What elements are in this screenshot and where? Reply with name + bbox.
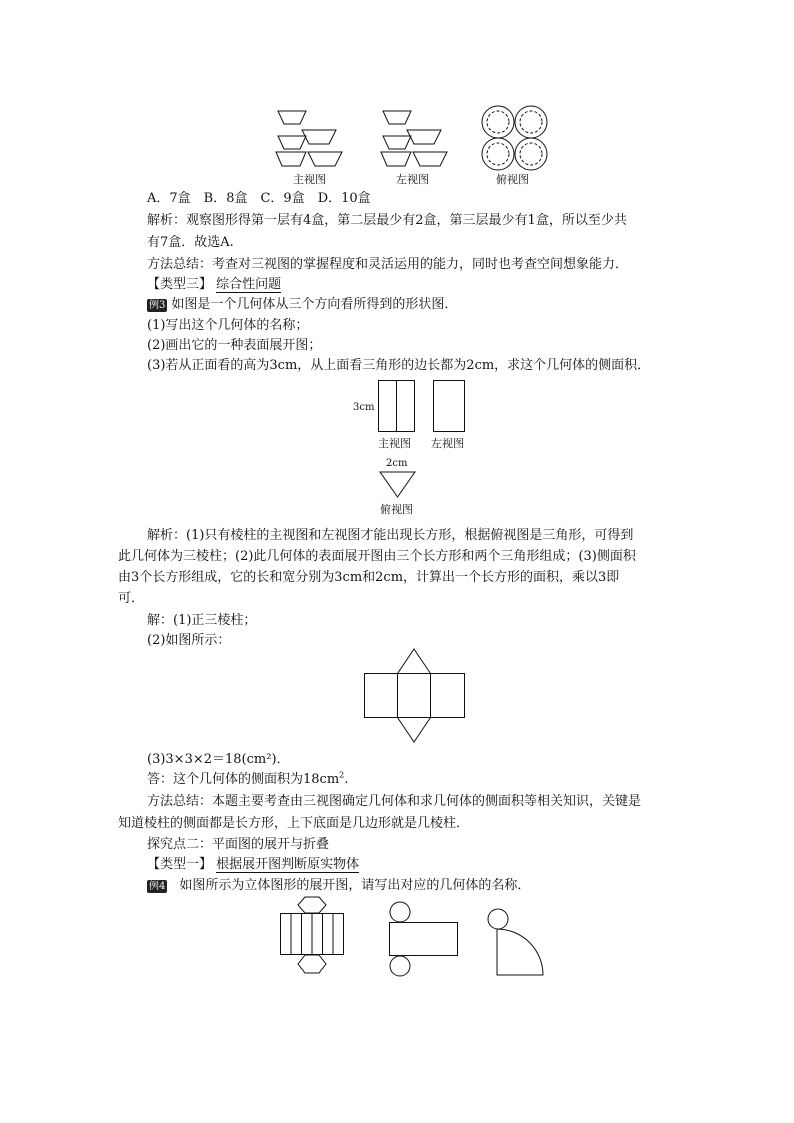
ex3-front-caption: 主视图 — [378, 437, 411, 450]
ex3-answer — [147, 771, 348, 788]
ex2-analysis-line1: 解析：观察图形得第一层有4盒，第二层最少有2盒，第三层最少有1盒，所以至少共 — [147, 213, 627, 228]
ex2-options: A．7盒 B．8盒 C．9盒 D．10盒 — [147, 191, 371, 206]
type1-title: 根据展开图判断原实物体 — [216, 857, 360, 872]
left-view-caption: 左视图 — [396, 173, 429, 186]
ex3-left-caption: 左视图 — [431, 437, 464, 450]
ex3-question — [147, 296, 457, 313]
type3-prefix: 【类型三】 — [147, 277, 213, 292]
ex3-solution-1: 解：(1)正三棱柱； — [147, 613, 257, 628]
ex3-height-label: 3cm — [353, 402, 375, 413]
ex3-side-label: 2cm — [386, 458, 408, 469]
ex3-q3: (3)若从正面看的高为3cm，从上面看三角形的边长都为2cm，求这个几何体的侧面积． — [147, 358, 651, 373]
ex3-answer-end: . — [344, 772, 349, 787]
ex3-front-view — [378, 380, 418, 432]
ex3-solution-3: (3)3×3×2＝18(cm²)． — [147, 752, 290, 767]
ex3-analysis-line1: 解析：(1)只有棱柱的主视图和左视图才能出现长方形，根据俯视图是三角形，可得到 — [147, 528, 634, 543]
hexagonal-prism-net-figure — [278, 895, 348, 980]
ex3-analysis-line3: 由3个长方形组成，它的长和宽分别为3cm和2cm，计算出一个长方形的面积，乘以3即 — [118, 570, 620, 585]
ex3-top-caption: 俯视图 — [380, 503, 413, 516]
ex3-answer-sup: 2 — [339, 770, 345, 780]
type3-title: 综合性问题 — [216, 277, 282, 292]
ex3-badge: 例3 — [149, 300, 166, 311]
ex3-left-view — [433, 380, 467, 432]
ex4-badge: 例4 — [149, 881, 166, 892]
cone-net-figure — [486, 905, 548, 977]
ex3-solution-2: (2)如图所示： — [147, 633, 231, 648]
ex3-method-line1: 方法总结：本题主要考查由三视图确定几何体和求几何体的侧面积等相关知识，关键是 — [147, 794, 642, 809]
ex2-method-summary: 方法总结：考查对三视图的掌握程度和灵活运用的能力，同时也考查空间想象能力． — [147, 257, 629, 272]
type3-heading — [147, 276, 281, 293]
type1-heading — [147, 856, 359, 873]
ex3-method-line2: 知道棱柱的侧面都是长方形，上下底面是几边形就是几棱柱． — [118, 816, 470, 831]
ex3-q1: (1)写出这个几何体的名称； — [147, 318, 309, 333]
ex3-answer-text: 答：这个几何体的侧面积为18cm — [147, 772, 340, 787]
front-view-caption: 主视图 — [293, 173, 326, 186]
ex4-question-text: 如图所示为立体图形的展开图，请写出对应的几何体的名称． — [179, 878, 531, 893]
ex3-question-text: 如图是一个几何体从三个方向看所得到的形状图． — [171, 297, 458, 312]
ex3-prism-net-figure — [364, 648, 466, 744]
top-view-figure — [480, 104, 550, 172]
ex3-analysis-line2: 此几何体为三棱柱；(2)此几何体的表面展开图由三个长方形和两个三角形组成；(3)侧面积 — [118, 549, 636, 564]
ex3-q2: (2)画出它的一种表面展开图； — [147, 338, 322, 353]
ex3-top-view — [379, 471, 417, 499]
point2-heading: 探究点二：平面图的展开与折叠 — [147, 837, 330, 852]
ex3-analysis-line4: 可． — [118, 591, 145, 606]
front-view-figure — [272, 108, 352, 170]
ex4-question — [147, 877, 530, 894]
left-view-figure — [377, 108, 457, 170]
type1-prefix: 【类型一】 — [147, 857, 213, 872]
top-view-caption: 俯视图 — [496, 173, 529, 186]
ex2-analysis-line2: 有7盒．故选A. — [147, 235, 234, 250]
cylinder-net-figure — [387, 900, 461, 980]
